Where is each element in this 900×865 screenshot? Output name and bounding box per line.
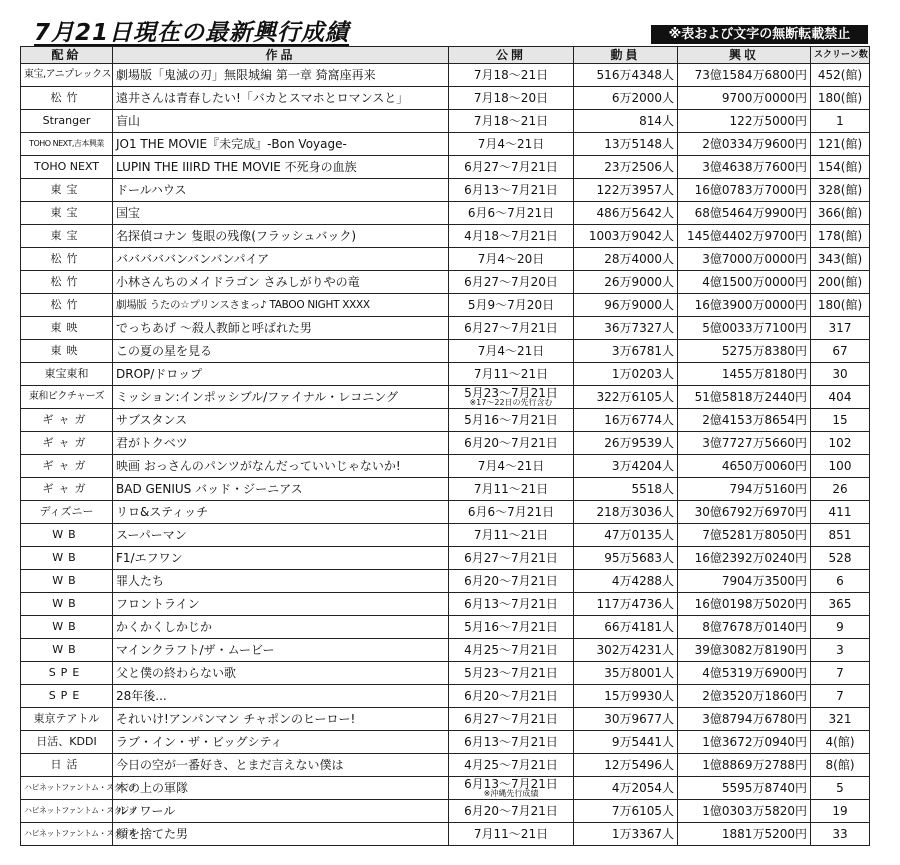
cell-attendance: 16万6774人 <box>574 409 678 432</box>
cell-title: DROP/ドロップ <box>113 363 449 386</box>
cell-attendance: 814人 <box>574 110 678 133</box>
table-row <box>21 547 870 570</box>
cell-title: リロ&スティッチ <box>113 501 449 524</box>
cell-distributor: SPE <box>21 662 113 685</box>
cell-distributor: WB <box>21 639 113 662</box>
cell-period: 7月4～21日 <box>449 133 574 156</box>
table-row <box>21 202 870 225</box>
cell-revenue: 2億0334万9600円 <box>678 133 811 156</box>
column-header-period: 公開 <box>449 47 574 64</box>
cell-title: バババババンバンバンパイア <box>113 248 449 271</box>
cell-revenue: 7億5281万8050円 <box>678 524 811 547</box>
cell-title: 遠井さんは青春したい!「バカとスマホとロマンスと」 <box>113 87 449 110</box>
cell-distributor: 松竹 <box>21 271 113 294</box>
table-row <box>21 593 870 616</box>
cell-attendance: 516万4348人 <box>574 64 678 87</box>
cell-period: 6月20～7月21日 <box>449 800 574 823</box>
cell-distributor: ハピネットファントム・スタジオ <box>21 777 113 800</box>
cell-title: サブスタンス <box>113 409 449 432</box>
table-row <box>21 754 870 777</box>
cell-title: 28年後... <box>113 685 449 708</box>
cell-title: スーパーマン <box>113 524 449 547</box>
cell-screens: 851 <box>811 524 870 547</box>
table-row <box>21 225 870 248</box>
cell-screens: 154(館) <box>811 156 870 179</box>
cell-period: 6月6～7月21日 <box>449 202 574 225</box>
cell-title: F1/エフワン <box>113 547 449 570</box>
cell-distributor: WB <box>21 593 113 616</box>
cell-revenue: 1881万5200円 <box>678 823 811 846</box>
cell-title: それいけ!アンパンマン チャポンのヒーロー! <box>113 708 449 731</box>
cell-period: 6月20～7月21日 <box>449 570 574 593</box>
cell-period: 6月20～7月21日 <box>449 432 574 455</box>
cell-title: BAD GENIUS バッド・ジーニアス <box>113 478 449 501</box>
cell-revenue: 73億1584万6800円 <box>678 64 811 87</box>
table-row <box>21 133 870 156</box>
cell-period <box>449 386 574 409</box>
cell-distributor: 東宝 <box>21 179 113 202</box>
cell-period: 7月11～21日 <box>449 823 574 846</box>
cell-distributor: ギャガ <box>21 432 113 455</box>
cell-attendance: 7万6105人 <box>574 800 678 823</box>
cell-period: 7月11～21日 <box>449 478 574 501</box>
cell-period: 6月27～7月21日 <box>449 317 574 340</box>
cell-revenue: 2億3520万1860円 <box>678 685 811 708</box>
cell-revenue: 794万5160円 <box>678 478 811 501</box>
cell-revenue: 1億3672万0940円 <box>678 731 811 754</box>
cell-title: 国宝 <box>113 202 449 225</box>
cell-title: この夏の星を見る <box>113 340 449 363</box>
cell-period: 6月13～7月21日 <box>449 179 574 202</box>
cell-title: でっちあげ ～殺人教師と呼ばれた男 <box>113 317 449 340</box>
cell-attendance: 1万0203人 <box>574 363 678 386</box>
cell-period: 7月4～21日 <box>449 455 574 478</box>
cell-screens: 1 <box>811 110 870 133</box>
cell-title: 顔を捨てた男 <box>113 823 449 846</box>
cell-revenue: 3億4638万7600円 <box>678 156 811 179</box>
cell-screens: 317 <box>811 317 870 340</box>
cell-distributor: 東和ピクチャーズ <box>21 386 113 409</box>
table-row <box>21 800 870 823</box>
cell-period: 4月25～7月21日 <box>449 639 574 662</box>
table-row <box>21 570 870 593</box>
cell-screens: 343(館) <box>811 248 870 271</box>
cell-revenue: 68億5464万9900円 <box>678 202 811 225</box>
cell-period: 6月27～7月21日 <box>449 547 574 570</box>
column-header-revenue: 興収 <box>678 47 811 64</box>
cell-period: 6月27～7月21日 <box>449 708 574 731</box>
cell-period <box>449 777 574 800</box>
cell-screens: 180(館) <box>811 87 870 110</box>
cell-screens: 19 <box>811 800 870 823</box>
cell-period: 7月4～21日 <box>449 340 574 363</box>
cell-revenue: 122万5000円 <box>678 110 811 133</box>
cell-attendance: 26万9000人 <box>574 271 678 294</box>
cell-attendance: 5518人 <box>574 478 678 501</box>
cell-revenue: 9700万0000円 <box>678 87 811 110</box>
cell-distributor: 東宝,アニプレックス <box>21 64 113 87</box>
cell-screens: 365 <box>811 593 870 616</box>
cell-distributor: WB <box>21 547 113 570</box>
cell-screens: 67 <box>811 340 870 363</box>
cell-distributor: 東京テアトル <box>21 708 113 731</box>
cell-distributor: ギャガ <box>21 455 113 478</box>
cell-revenue: 2億4153万8654円 <box>678 409 811 432</box>
cell-revenue: 3億7000万0000円 <box>678 248 811 271</box>
cell-distributor: 東映 <box>21 317 113 340</box>
cell-period: 5月9～7月20日 <box>449 294 574 317</box>
cell-title: 劇場版 うたの☆プリンスさまっ♪ TABOO NIGHT XXXX <box>113 294 449 317</box>
table-row <box>21 64 870 87</box>
cell-period: 7月11～21日 <box>449 524 574 547</box>
page-header <box>0 0 900 46</box>
cell-screens: 8(館) <box>811 754 870 777</box>
cell-title: フロントライン <box>113 593 449 616</box>
column-header-title: 作品 <box>113 47 449 64</box>
cell-period: 6月20～7月21日 <box>449 685 574 708</box>
table-row <box>21 685 870 708</box>
table-row <box>21 363 870 386</box>
cell-period: 5月16～7月21日 <box>449 409 574 432</box>
table-row <box>21 179 870 202</box>
table-row <box>21 662 870 685</box>
cell-attendance: 35万8001人 <box>574 662 678 685</box>
cell-distributor: 日活、KDDI <box>21 731 113 754</box>
cell-screens: 6 <box>811 570 870 593</box>
cell-screens: 528 <box>811 547 870 570</box>
box-office-table <box>20 46 870 846</box>
cell-attendance: 122万3957人 <box>574 179 678 202</box>
period-main: 6月13～7月21日 <box>464 776 558 791</box>
cell-revenue: 16億0198万5020円 <box>678 593 811 616</box>
cell-attendance: 4万4288人 <box>574 570 678 593</box>
cell-revenue: 30億6792万6970円 <box>678 501 811 524</box>
cell-title: LUPIN THE IIIRD THE MOVIE 不死身の血族 <box>113 156 449 179</box>
cell-period: 6月27～7月20日 <box>449 271 574 294</box>
cell-title: 罪人たち <box>113 570 449 593</box>
cell-screens: 328(館) <box>811 179 870 202</box>
cell-distributor: ディズニー <box>21 501 113 524</box>
cell-attendance: 3万4204人 <box>574 455 678 478</box>
table-row <box>21 248 870 271</box>
cell-title: 君がトクベツ <box>113 432 449 455</box>
cell-screens: 180(館) <box>811 294 870 317</box>
cell-attendance: 1003万9042人 <box>574 225 678 248</box>
cell-attendance: 218万3036人 <box>574 501 678 524</box>
cell-screens: 15 <box>811 409 870 432</box>
cell-title: かくかくしかじか <box>113 616 449 639</box>
period-note: ※17～22日の先行含む <box>469 397 553 407</box>
column-header-attendance: 動員 <box>574 47 678 64</box>
cell-screens: 4(館) <box>811 731 870 754</box>
cell-period: 5月23～7月21日 <box>449 662 574 685</box>
cell-period: 6月27～7月21日 <box>449 156 574 179</box>
cell-title: 盲山 <box>113 110 449 133</box>
cell-period: 6月13～7月21日 <box>449 593 574 616</box>
cell-revenue: 4億5319万6900円 <box>678 662 811 685</box>
cell-screens: 321 <box>811 708 870 731</box>
table-body <box>21 64 870 846</box>
cell-screens: 102 <box>811 432 870 455</box>
cell-revenue: 5億0033万7100円 <box>678 317 811 340</box>
cell-distributor: 松竹 <box>21 87 113 110</box>
cell-distributor: 日活 <box>21 754 113 777</box>
cell-title: ラブ・イン・ザ・ビッグシティ <box>113 731 449 754</box>
cell-screens: 7 <box>811 662 870 685</box>
table-row <box>21 432 870 455</box>
cell-distributor: ハピネットファントム・スタジオ <box>21 800 113 823</box>
cell-screens: 100 <box>811 455 870 478</box>
cell-distributor: ギャガ <box>21 409 113 432</box>
cell-revenue: 1億8869万2788円 <box>678 754 811 777</box>
cell-period: 4月18～7月21日 <box>449 225 574 248</box>
cell-revenue: 4650万0060円 <box>678 455 811 478</box>
cell-revenue: 8億7678万0140円 <box>678 616 811 639</box>
table-row <box>21 87 870 110</box>
cell-period: 4月25～7月21日 <box>449 754 574 777</box>
copyright-notice: ※表および文字の無断転載禁止 <box>651 25 868 44</box>
table-row <box>21 271 870 294</box>
cell-title: 小林さんちのメイドラゴン さみしがりやの竜 <box>113 271 449 294</box>
cell-attendance: 12万5496人 <box>574 754 678 777</box>
cell-revenue: 1億0303万5820円 <box>678 800 811 823</box>
cell-attendance: 36万7327人 <box>574 317 678 340</box>
cell-screens: 452(館) <box>811 64 870 87</box>
cell-attendance: 302万4231人 <box>574 639 678 662</box>
cell-attendance: 1万3367人 <box>574 823 678 846</box>
table-header-row <box>21 47 870 64</box>
cell-screens: 121(館) <box>811 133 870 156</box>
cell-title: 今日の空が一番好き、とまだ言えない僕は <box>113 754 449 777</box>
cell-attendance: 28万4000人 <box>574 248 678 271</box>
period-note: ※沖縄先行成績 <box>483 788 539 798</box>
cell-title: 父と僕の終わらない歌 <box>113 662 449 685</box>
cell-distributor: ギャガ <box>21 478 113 501</box>
table-row <box>21 386 870 409</box>
cell-attendance: 47万0135人 <box>574 524 678 547</box>
cell-period: 7月11～21日 <box>449 363 574 386</box>
cell-attendance: 13万5148人 <box>574 133 678 156</box>
cell-distributor: 東宝 <box>21 202 113 225</box>
cell-attendance: 4万2054人 <box>574 777 678 800</box>
table-row <box>21 823 870 846</box>
cell-distributor: 松竹 <box>21 248 113 271</box>
cell-attendance: 117万4736人 <box>574 593 678 616</box>
cell-title: 映画 おっさんのパンツがなんだっていいじゃないか! <box>113 455 449 478</box>
cell-revenue: 16億0783万7000円 <box>678 179 811 202</box>
cell-attendance: 66万4181人 <box>574 616 678 639</box>
cell-distributor: WB <box>21 570 113 593</box>
cell-attendance: 95万5683人 <box>574 547 678 570</box>
cell-revenue: 39億3082万8190円 <box>678 639 811 662</box>
cell-revenue: 7904万3500円 <box>678 570 811 593</box>
cell-distributor: 東映 <box>21 340 113 363</box>
column-header-distributor: 配給 <box>21 47 113 64</box>
table-row <box>21 478 870 501</box>
table-row <box>21 501 870 524</box>
cell-title: JO1 THE MOVIE『未完成』-Bon Voyage- <box>113 133 449 156</box>
cell-attendance: 322万6105人 <box>574 386 678 409</box>
cell-attendance: 15万9930人 <box>574 685 678 708</box>
page-title: 7月21日現在の最新興行成績 <box>34 20 350 46</box>
cell-distributor: TOHO NEXT,吉本興業 <box>21 133 113 156</box>
table-row <box>21 409 870 432</box>
cell-revenue: 3億8794万6780円 <box>678 708 811 731</box>
cell-title: マインクラフト/ザ・ムービー <box>113 639 449 662</box>
period-main: 5月23～7月21日 <box>464 385 558 400</box>
cell-revenue: 51億5818万2440円 <box>678 386 811 409</box>
cell-title: 劇場版「鬼滅の刃」無限城編 第一章 猗窩座再来 <box>113 64 449 87</box>
table-row <box>21 455 870 478</box>
table-row <box>21 294 870 317</box>
cell-attendance: 96万9000人 <box>574 294 678 317</box>
cell-period: 7月4～20日 <box>449 248 574 271</box>
column-header-screens: スクリーン数 <box>811 47 870 64</box>
cell-screens: 5 <box>811 777 870 800</box>
cell-screens: 9 <box>811 616 870 639</box>
cell-period: 5月16～7月21日 <box>449 616 574 639</box>
cell-revenue: 16億3900万0000円 <box>678 294 811 317</box>
cell-revenue: 3億7727万5660円 <box>678 432 811 455</box>
cell-screens: 366(館) <box>811 202 870 225</box>
cell-screens: 178(館) <box>811 225 870 248</box>
cell-distributor: Stranger <box>21 110 113 133</box>
cell-distributor: TOHO NEXT <box>21 156 113 179</box>
cell-period: 7月18～21日 <box>449 64 574 87</box>
cell-screens: 26 <box>811 478 870 501</box>
cell-attendance: 9万5441人 <box>574 731 678 754</box>
table-row <box>21 340 870 363</box>
table-row <box>21 524 870 547</box>
cell-distributor: 東宝 <box>21 225 113 248</box>
cell-screens: 33 <box>811 823 870 846</box>
cell-title: ドールハウス <box>113 179 449 202</box>
cell-attendance: 23万2506人 <box>574 156 678 179</box>
cell-attendance: 3万6781人 <box>574 340 678 363</box>
table-row <box>21 156 870 179</box>
cell-screens: 404 <box>811 386 870 409</box>
table-row <box>21 708 870 731</box>
cell-distributor: ハピネットファントム・スタジオ <box>21 823 113 846</box>
cell-revenue: 5595万8740円 <box>678 777 811 800</box>
table-row <box>21 639 870 662</box>
cell-distributor: 松竹 <box>21 294 113 317</box>
cell-distributor: WB <box>21 524 113 547</box>
cell-revenue: 4億1500万0000円 <box>678 271 811 294</box>
cell-screens: 7 <box>811 685 870 708</box>
cell-attendance: 26万9539人 <box>574 432 678 455</box>
cell-attendance: 30万9677人 <box>574 708 678 731</box>
cell-period: 6月6～7月21日 <box>449 501 574 524</box>
cell-screens: 30 <box>811 363 870 386</box>
table-row <box>21 777 870 800</box>
table-row <box>21 731 870 754</box>
cell-screens: 3 <box>811 639 870 662</box>
cell-distributor: 東宝東和 <box>21 363 113 386</box>
cell-title: 名探偵コナン 隻眼の残像(フラッシュバック) <box>113 225 449 248</box>
cell-revenue: 145億4402万9700円 <box>678 225 811 248</box>
cell-distributor: SPE <box>21 685 113 708</box>
table-row <box>21 110 870 133</box>
table-row <box>21 317 870 340</box>
cell-screens: 411 <box>811 501 870 524</box>
cell-attendance: 6万2000人 <box>574 87 678 110</box>
cell-revenue: 1455万8180円 <box>678 363 811 386</box>
table-row <box>21 616 870 639</box>
cell-attendance: 486万5642人 <box>574 202 678 225</box>
cell-title: ルノワール <box>113 800 449 823</box>
cell-revenue: 5275万8380円 <box>678 340 811 363</box>
cell-title: 木の上の軍隊 <box>113 777 449 800</box>
cell-period: 6月13～7月21日 <box>449 731 574 754</box>
cell-period: 7月18～21日 <box>449 110 574 133</box>
cell-period: 7月18～20日 <box>449 87 574 110</box>
cell-title: ミッション:インポッシブル/ファイナル・レコニング <box>113 386 449 409</box>
cell-distributor: WB <box>21 616 113 639</box>
cell-revenue: 16億2392万0240円 <box>678 547 811 570</box>
cell-screens: 200(館) <box>811 271 870 294</box>
